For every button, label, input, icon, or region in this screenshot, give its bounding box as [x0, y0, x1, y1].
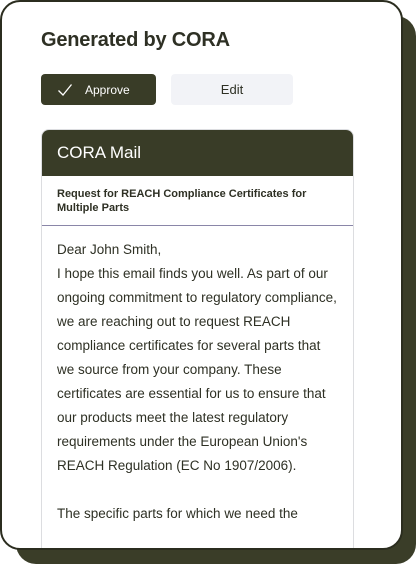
approve-button-label: Approve: [85, 82, 130, 97]
mail-paragraph: I hope this email finds you well. As part of our ongoing commitment to regulatory compliance, we are reaching out to request REACH compliance certificates for several parts that we source from your company. These certificates are essential for us to ensure that our products meet the latest regulatory requirements under the European Union's REACH Regulation (EC No 1907/2006).: [57, 266, 337, 473]
panel-title: Generated by CORA: [41, 29, 230, 51]
mail-header: CORA Mail: [42, 130, 353, 176]
paragraph-spacer: [57, 478, 338, 502]
approve-button[interactable]: [41, 74, 156, 105]
mail-greeting: Dear John Smith,: [57, 242, 162, 257]
mail-preview: [41, 129, 354, 550]
mail-subject: Request for REACH Compliance Certificates for Multiple Parts: [42, 176, 353, 226]
mail-body[interactable]: [42, 226, 353, 526]
check-icon: [57, 82, 73, 98]
edit-button[interactable]: Edit: [171, 74, 293, 105]
mail-paragraph: The specific parts for which we need the: [57, 506, 298, 521]
